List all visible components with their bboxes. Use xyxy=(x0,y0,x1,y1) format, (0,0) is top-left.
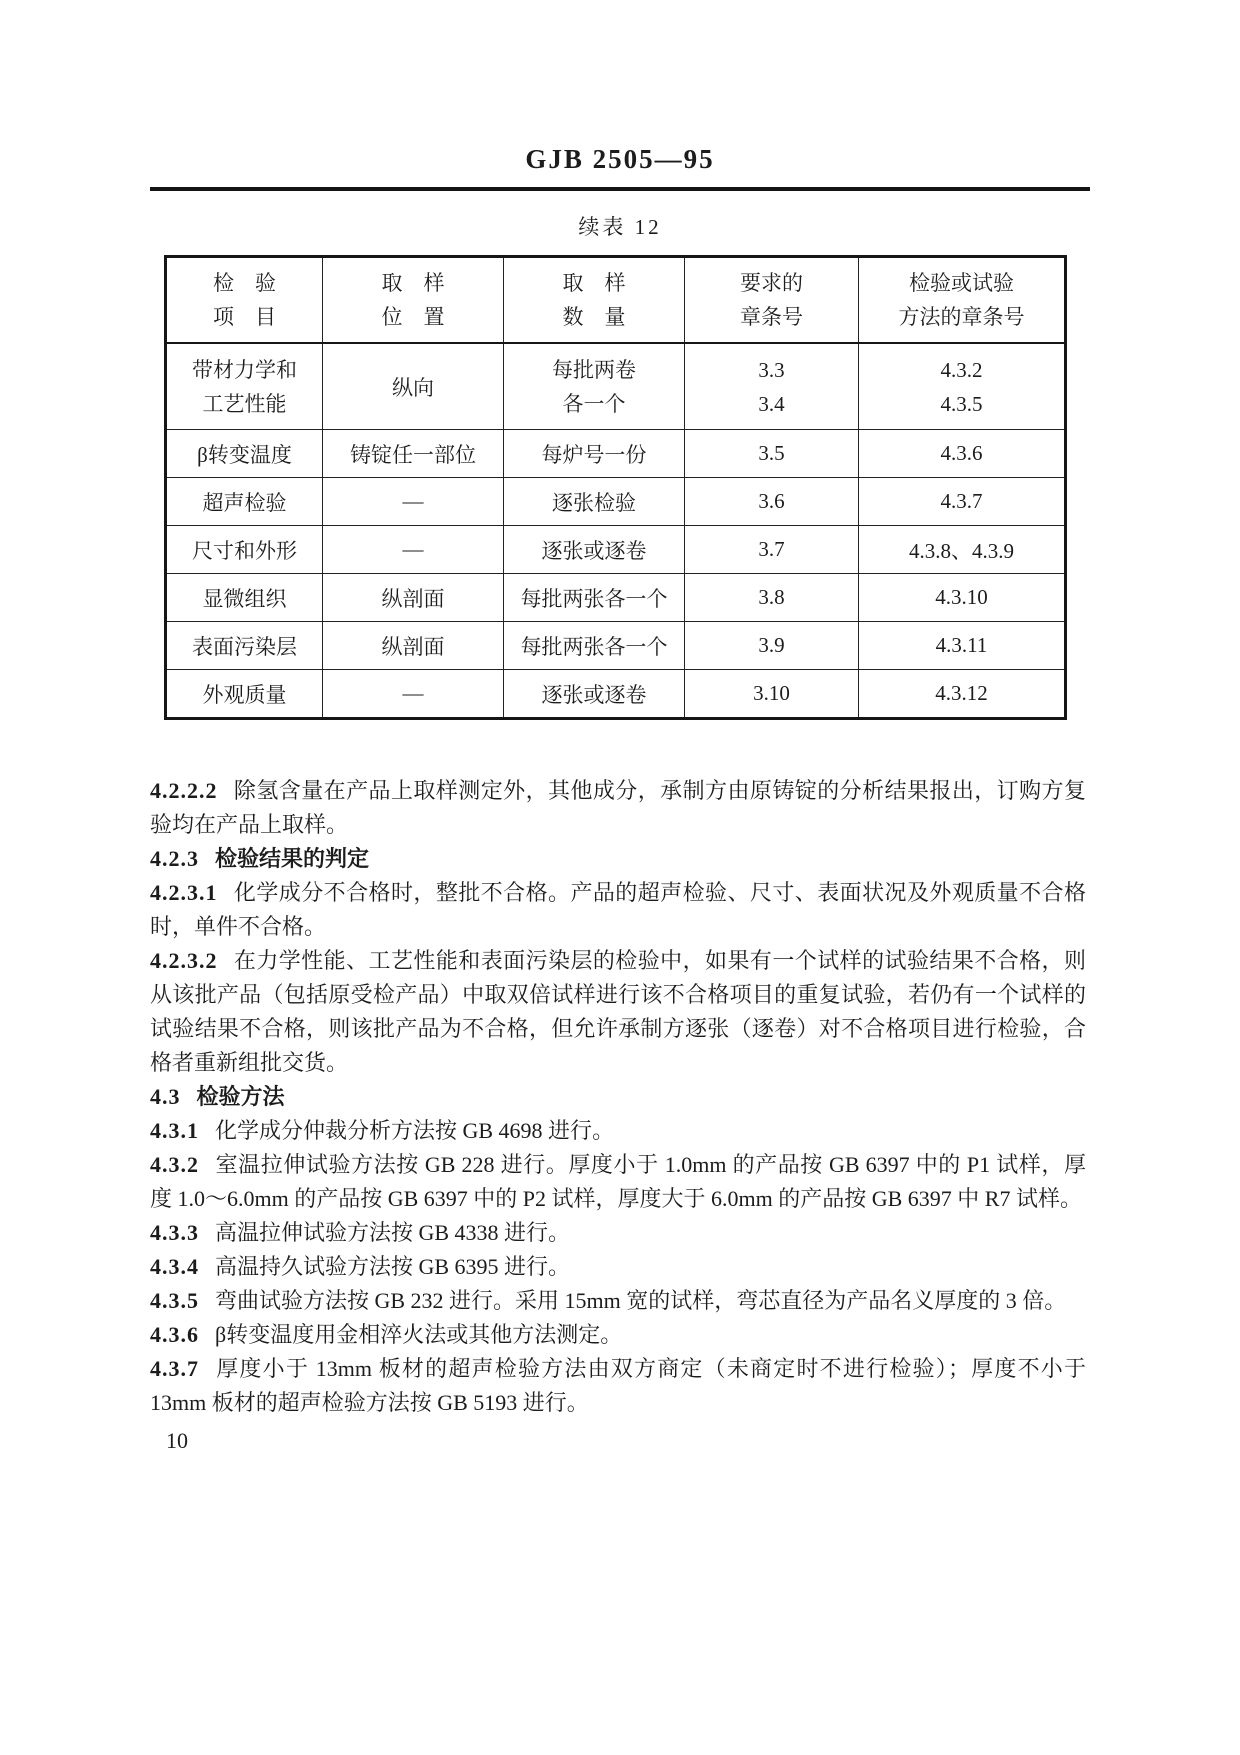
table-row xyxy=(166,622,1066,670)
cell-quantity: 逐张检验 xyxy=(504,478,685,526)
cell-item: β转变温度 xyxy=(166,430,323,478)
header-cell-position: 取 样 位 置 xyxy=(323,257,504,344)
cell-position: 纵向 xyxy=(323,343,504,430)
cell-position: — xyxy=(323,526,504,574)
clause-text: 室温拉伸试验方法按 GB 228 进行。厚度小于 1.0mm 的产品按 GB 6397 中的 P1 试样，厚度 1.0～6.0mm 的产品按 GB 6397 中的 P2 试样，厚度大于 6.0mm 的产品按 GB 6397 中 R7 试样。 xyxy=(150,1152,1086,1211)
clause-text: 化学成分不合格时，整批不合格。产品的超声检验、尺寸、表面状况及外观质量不合格时，单件不合格。 xyxy=(150,880,1086,939)
body-text xyxy=(150,774,1086,1420)
cell-quantity: 每批两卷 各一个 xyxy=(504,343,685,430)
clause-number: 4.3.6 xyxy=(150,1322,199,1347)
cell-position: 纵剖面 xyxy=(323,574,504,622)
clause-number: 4.3.5 xyxy=(150,1288,199,1313)
document-page xyxy=(150,0,1090,1454)
section-paragraph xyxy=(150,944,1086,1080)
clause-text: 除氢含量在产品上取样测定外，其他成分，承制方由原铸锭的分析结果报出，订购方复验均在产品上取样。 xyxy=(150,778,1086,837)
header-rule xyxy=(150,187,1090,191)
clause-number: 4.2.3.1 xyxy=(150,880,218,905)
section-paragraph xyxy=(150,876,1086,944)
table-row xyxy=(166,574,1066,622)
cell-position: 纵剖面 xyxy=(323,622,504,670)
section-paragraph xyxy=(150,1148,1086,1216)
cell-clause: 3.5 xyxy=(685,430,859,478)
section-paragraph xyxy=(150,1250,1086,1284)
clause-text: 检验结果的判定 xyxy=(215,846,370,871)
inspection-table xyxy=(164,255,1067,720)
cell-method: 4.3.7 xyxy=(859,478,1066,526)
table-row xyxy=(166,343,1066,430)
cell-item: 带材力学和 工艺性能 xyxy=(166,343,323,430)
section-paragraph xyxy=(150,1114,1086,1148)
clause-text: 化学成分仲裁分析方法按 GB 4698 进行。 xyxy=(215,1118,615,1143)
clause-text: 高温持久试验方法按 GB 6395 进行。 xyxy=(215,1254,571,1279)
cell-clause: 3.10 xyxy=(685,670,859,719)
section-heading xyxy=(150,842,1086,876)
cell-quantity: 每批两张各一个 xyxy=(504,622,685,670)
cell-clause: 3.7 xyxy=(685,526,859,574)
clause-text: 检验方法 xyxy=(196,1084,285,1109)
table-row xyxy=(166,670,1066,719)
section-heading xyxy=(150,1080,1086,1114)
clause-number: 4.3 xyxy=(150,1084,181,1109)
cell-method: 4.3.2 4.3.5 xyxy=(859,343,1066,430)
cell-item: 超声检验 xyxy=(166,478,323,526)
section-paragraph xyxy=(150,1352,1086,1420)
clause-number: 4.3.2 xyxy=(150,1152,199,1177)
table-header-row xyxy=(166,257,1066,344)
cell-item: 尺寸和外形 xyxy=(166,526,323,574)
section-paragraph xyxy=(150,774,1086,842)
page-number: 10 xyxy=(166,1428,188,1453)
cell-clause: 3.3 3.4 xyxy=(685,343,859,430)
cell-quantity: 逐张或逐卷 xyxy=(504,526,685,574)
cell-item: 显微组织 xyxy=(166,574,323,622)
cell-quantity: 逐张或逐卷 xyxy=(504,670,685,719)
cell-method: 4.3.12 xyxy=(859,670,1066,719)
section-paragraph xyxy=(150,1318,1086,1352)
cell-item: 外观质量 xyxy=(166,670,323,719)
cell-quantity: 每批两张各一个 xyxy=(504,574,685,622)
clause-number: 4.3.1 xyxy=(150,1118,199,1143)
section-paragraph xyxy=(150,1284,1086,1318)
doc-code: GJB 2505—95 xyxy=(525,144,715,174)
cell-method: 4.3.6 xyxy=(859,430,1066,478)
cell-position: — xyxy=(323,478,504,526)
clause-number: 4.3.7 xyxy=(150,1356,199,1381)
section-paragraph xyxy=(150,1216,1086,1250)
clause-number: 4.2.2.2 xyxy=(150,778,218,803)
clause-number: 4.3.3 xyxy=(150,1220,199,1245)
cell-quantity: 每炉号一份 xyxy=(504,430,685,478)
cell-clause: 3.8 xyxy=(685,574,859,622)
clause-text: 弯曲试验方法按 GB 232 进行。采用 15mm 宽的试样，弯芯直径为产品名义厚度的 3 倍。 xyxy=(215,1288,1067,1313)
cell-method: 4.3.8、4.3.9 xyxy=(859,526,1066,574)
cell-clause: 3.9 xyxy=(685,622,859,670)
clause-number: 4.2.3 xyxy=(150,846,199,871)
cell-method: 4.3.10 xyxy=(859,574,1066,622)
cell-position: 铸锭任一部位 xyxy=(323,430,504,478)
clause-number: 4.3.4 xyxy=(150,1254,199,1279)
cell-item: 表面污染层 xyxy=(166,622,323,670)
cell-clause: 3.6 xyxy=(685,478,859,526)
table-row xyxy=(166,478,1066,526)
clause-text: 高温拉伸试验方法按 GB 4338 进行。 xyxy=(215,1220,571,1245)
header-cell-item: 检 验 项 目 xyxy=(166,257,323,344)
clause-text: β转变温度用金相淬火法或其他方法测定。 xyxy=(215,1322,623,1347)
clause-text: 厚度小于 13mm 板材的超声检验方法由双方商定（未商定时不进行检验）；厚度不小于 13mm 板材的超声检验方法按 GB 5193 进行。 xyxy=(150,1356,1086,1415)
header-cell-method: 检验或试验 方法的章条号 xyxy=(859,257,1066,344)
header-cell-quantity: 取 样 数 量 xyxy=(504,257,685,344)
cell-position: — xyxy=(323,670,504,719)
table-row xyxy=(166,430,1066,478)
table-caption: 续表 12 xyxy=(578,215,662,239)
clause-number: 4.2.3.2 xyxy=(150,948,218,973)
header-cell-clause: 要求的 章条号 xyxy=(685,257,859,344)
clause-text: 在力学性能、工艺性能和表面污染层的检验中，如果有一个试样的试验结果不合格，则从该批产品（包括原受检产品）中取双倍试样进行该不合格项目的重复试验，若仍有一个试样的试验结果不合格，则该批产品为不合格，但允许承制方逐张（逐卷）对不合格项目进行检验，合格者重新组批交货。 xyxy=(150,948,1086,1075)
cell-method: 4.3.11 xyxy=(859,622,1066,670)
table-row xyxy=(166,526,1066,574)
